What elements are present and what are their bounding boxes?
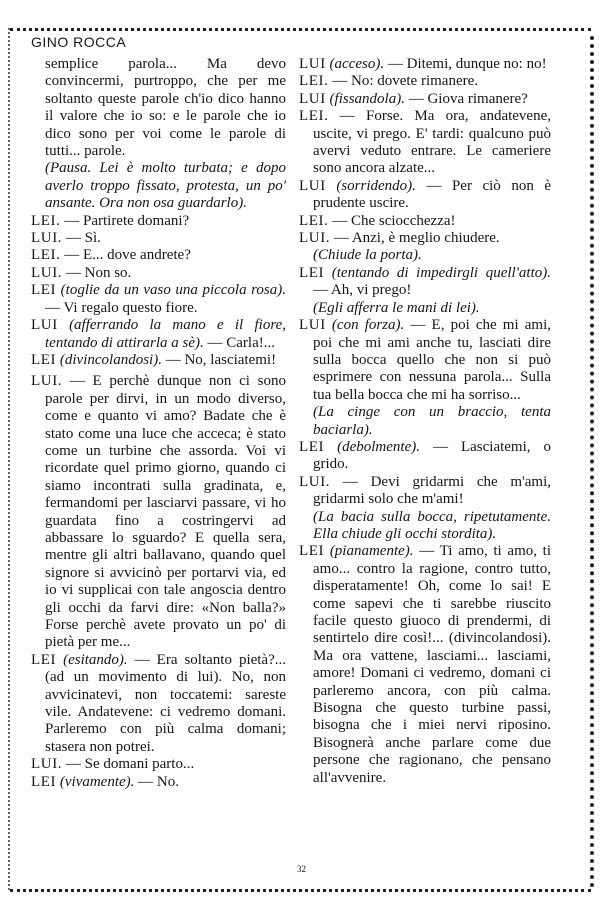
stage-direction-inline: (acceso). bbox=[329, 56, 385, 72]
dialogue-line bbox=[31, 774, 286, 791]
stage-direction: (Chiude la porta). bbox=[313, 247, 422, 264]
speaker-name: LEI bbox=[31, 351, 57, 368]
dialogue-line bbox=[299, 56, 551, 73]
speech-text: — Vi regalo questo fiore. bbox=[45, 299, 198, 316]
dialogue-line bbox=[31, 756, 286, 773]
paragraph-text: semplice parola... Ma devo convincermi, purtroppo, che per me soltanto queste parole ch'io dico hanno il valore che io so: e le parole che io dico sono per voi come le parole di tutti... parole. bbox=[45, 56, 286, 160]
dialogue-line bbox=[31, 213, 286, 230]
speech-text: — E, poi che mi ami, poi che mi ami anche tu, lasciati dire sulla bocca quello che non si può esprimere con nessuna parola... Sulla tua bella bocca che mi ha sorriso... bbox=[313, 317, 552, 403]
speech-text: — Era soltanto pietà?... (ad un movimento di lui). No, non avvicinatevi, non toccatemi: sareste vile. Andatevene: ci vedremo domani. Parleremo con più calma domani; stasera non potrei. bbox=[45, 651, 286, 755]
speech-text: — Lasciatemi, o grido. bbox=[313, 438, 551, 473]
speech-text: — Partirete domani? bbox=[64, 212, 190, 229]
speaker-name: LEI bbox=[299, 438, 325, 455]
stage-direction: (Egli afferra le mani di lei). bbox=[313, 299, 480, 316]
dialogue-line bbox=[299, 178, 551, 213]
speaker-name: LEI bbox=[31, 282, 57, 299]
dialogue-line bbox=[299, 543, 551, 787]
speaker-name: LUI. bbox=[31, 264, 63, 281]
dialogue-line bbox=[31, 230, 286, 247]
speaker-name: LUI. bbox=[299, 473, 331, 490]
speech-text: — Forse. Ma ora, andatevene, uscite, vi prego. E' tardi: qualcuno può avervi veduto entrare. Le cameriere sono ancora alzate... bbox=[313, 108, 551, 177]
bottom-dotted-border bbox=[10, 889, 591, 892]
speaker-name: LUI bbox=[299, 317, 326, 334]
speaker-name: LUI bbox=[31, 317, 58, 334]
dialogue-line bbox=[299, 73, 551, 90]
dialogue-line bbox=[299, 474, 551, 509]
stage-direction-inline: (tentando di impedirgli quell'atto). bbox=[331, 264, 551, 281]
speaker-name: LUI. bbox=[31, 373, 63, 390]
right-text-column bbox=[299, 56, 551, 787]
speech-text: — No, lasciatemi! bbox=[165, 351, 277, 368]
speech-text: — Per ciò non è prudente uscire. bbox=[313, 177, 552, 212]
speaker-name: LEI bbox=[299, 543, 325, 560]
speaker-name: LUI bbox=[299, 56, 326, 72]
speaker-name: LUI. bbox=[31, 756, 63, 773]
continuation-paragraph bbox=[31, 56, 286, 160]
speaker-name: LEI. bbox=[299, 73, 329, 90]
speech-text: — Devi gridarmi che m'ami, gridarmi solo che m'ami! bbox=[313, 473, 551, 508]
speaker-name: LEI. bbox=[299, 108, 329, 125]
stage-direction-inline: (toglie da un vaso una piccola rosa). bbox=[60, 282, 286, 299]
dialogue-line bbox=[299, 91, 551, 108]
speaker-name: LEI. bbox=[299, 212, 329, 229]
speech-text: — Non so. bbox=[65, 264, 132, 281]
dialogue-line bbox=[299, 230, 551, 247]
speech-text: — E... dove andrete? bbox=[64, 247, 191, 264]
stage-direction-inline: (divincolandosi). bbox=[59, 351, 162, 368]
speech-text: — Che sciocchezza! bbox=[332, 212, 456, 229]
stage-direction-inline: (pianamente). bbox=[329, 543, 414, 560]
speech-text: — E perchè dunque non ci sono parole per dirvi, in un modo diverso, come e quanto vi amo? Badate che è stato come una luce che acceca; è stato come un turbine che assorda. Voi vi ricordate quel primo giorno, quando ci siamo incontrati sulla gradinata, e, fermandomi per lasciarvi passare, vi ho guardata fino a costringervi ad abbassare lo sguardo? E quella sera, mentre gli altri ballavano, quando quel signore si avvicinò per portarvi via, ed io vi supplicai con tale angoscia dentro gli occhi da farvi dire: «Non balla?» Forse perchè avete provato un po' di pietà per me... bbox=[45, 373, 287, 651]
speech-text: — Anzi, è meglio chiudere. bbox=[333, 230, 500, 247]
dialogue-line bbox=[31, 247, 286, 264]
left-text-column bbox=[31, 56, 286, 791]
speaker-name: LUI bbox=[299, 177, 326, 194]
stage-direction-inline: (afferrando la mano e il fiore, tentando di attirarla a sè). bbox=[45, 317, 287, 351]
page-number: 32 bbox=[297, 864, 306, 874]
stage-direction: (La cinge con un braccio, tenta baciarla). bbox=[313, 404, 551, 438]
speaker-name: LEI bbox=[31, 773, 57, 790]
dialogue-line bbox=[31, 352, 286, 369]
dialogue-line bbox=[299, 439, 551, 474]
dialogue-line bbox=[31, 373, 286, 652]
dialogue-line bbox=[31, 282, 286, 317]
stage-direction: (La bacia sulla bocca, ripetutamente. Ella chiude gli occhi stordita). bbox=[313, 508, 551, 542]
stage-direction-inline: (esitando). bbox=[63, 651, 128, 668]
dialogue-line bbox=[31, 652, 286, 756]
dialogue-line bbox=[299, 213, 551, 230]
running-header-author: GINO ROCCA bbox=[31, 34, 127, 50]
stage-direction-inline: (vivamente). bbox=[59, 773, 135, 790]
dialogue-line bbox=[299, 108, 551, 178]
speech-text: — Ti amo, ti amo, ti amo... contro la ragione, contro tutto, disperatamente! Oh, come lo sai! E come sapevi che ti sarebbe riuscito facile questo giuoco di prendermi, di sentirtelo dire così!... (divincolandosi). Ma ora vattene, lasciami... lasciami, amore! Domani ci vedremo, domani ci parleremo ancora, con più calma. Bisogna che questo turbine passi, bisogna che i miei nervi riposino. Bisognerà anche parlare come due persone che ragionano, che pensano all'avvenire. bbox=[313, 543, 552, 786]
speech-text: — Ditemi, dunque no: no! bbox=[387, 56, 547, 72]
speaker-name: LEI. bbox=[31, 247, 61, 264]
dialogue-line bbox=[31, 265, 286, 282]
speaker-name: LUI bbox=[299, 90, 326, 107]
stage-direction-inline: (debolmente). bbox=[337, 438, 420, 455]
speaker-name: LEI bbox=[31, 651, 57, 668]
speaker-name: LEI bbox=[299, 264, 325, 281]
stage-direction-inline: (con forza). bbox=[331, 317, 405, 334]
left-dotted-border bbox=[8, 28, 10, 890]
dialogue-line bbox=[299, 265, 551, 300]
speaker-name: LEI. bbox=[31, 212, 61, 229]
speech-text: — Sì. bbox=[65, 230, 101, 247]
speech-text: — No. bbox=[138, 773, 180, 790]
speech-text: — Ah, vi prego! bbox=[313, 282, 412, 299]
speech-text: — Se domani parto... bbox=[65, 756, 195, 773]
speech-text: — Carla!... bbox=[207, 334, 275, 351]
top-dotted-border bbox=[10, 28, 591, 31]
speech-text: — Giova rimanere? bbox=[408, 90, 528, 107]
stage-direction-inline: (sorridendo). bbox=[336, 177, 416, 194]
dialogue-line bbox=[299, 317, 551, 404]
stage-direction: (Pausa. Lei è molto turbata; e dopo averlo troppo fissato, protesta, un po' ansante. Ora non osa guardarlo). bbox=[45, 160, 286, 212]
dialogue-line bbox=[31, 317, 286, 352]
stage-direction-inline: (fissandola). bbox=[329, 90, 405, 107]
right-dotted-border bbox=[590, 36, 594, 888]
speaker-name: LUI. bbox=[31, 230, 63, 247]
speech-text: — No: dovete rimanere. bbox=[332, 73, 479, 90]
speaker-name: LUI. bbox=[299, 230, 331, 247]
